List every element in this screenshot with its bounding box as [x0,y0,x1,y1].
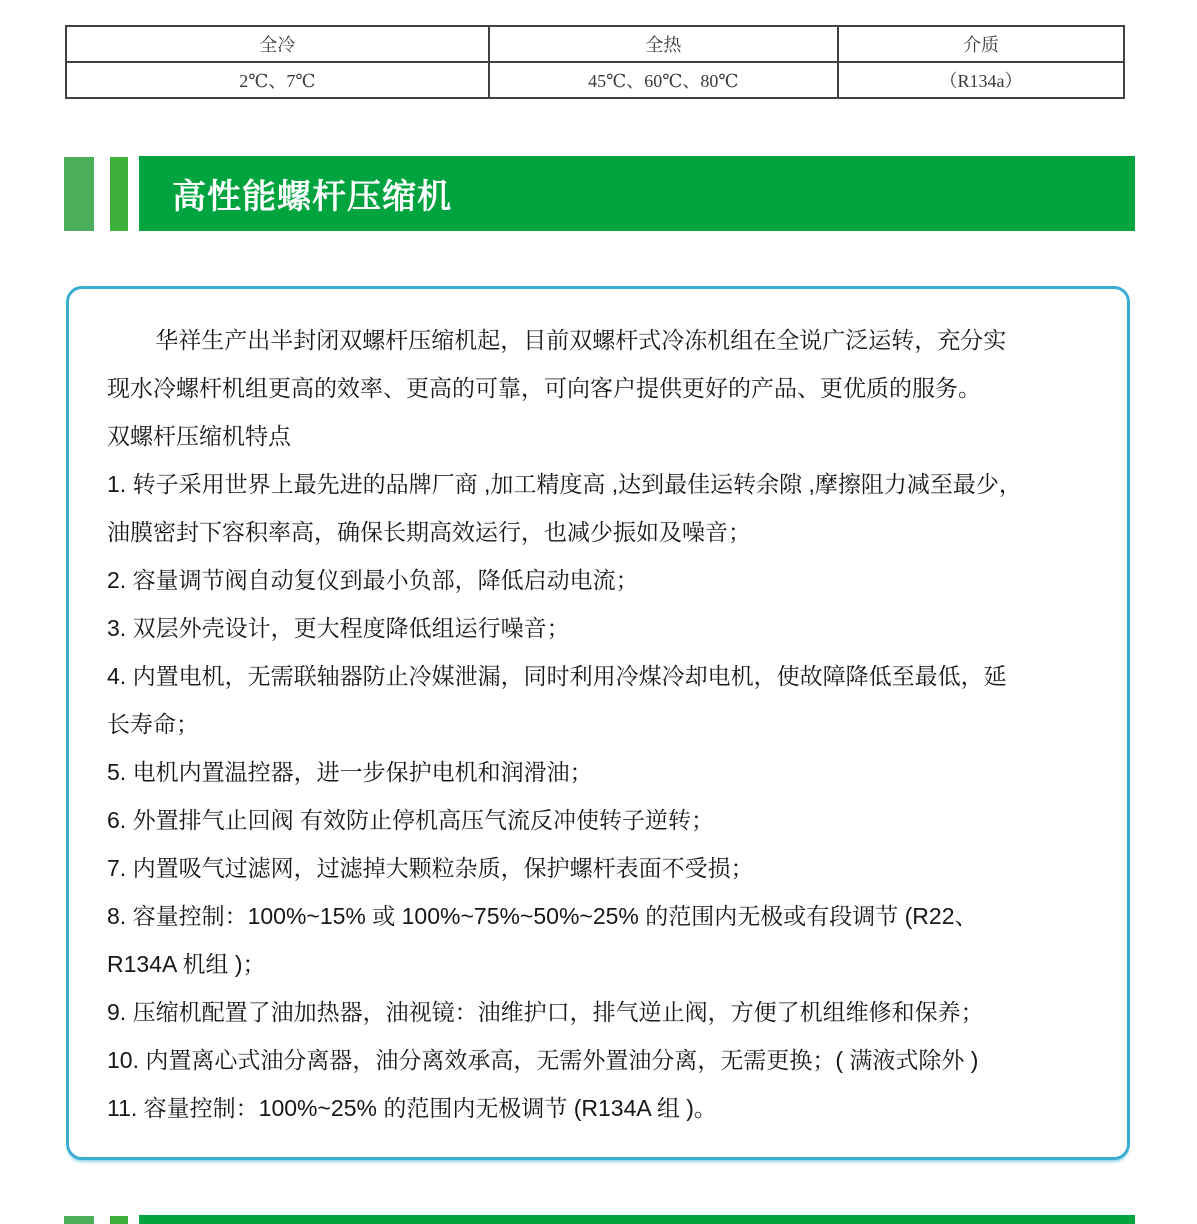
spec-value-cooling: 2℃、7℃ [66,62,489,98]
feature-item [107,604,1097,652]
feature-item [107,460,1097,556]
accent-bar-mid-green [110,157,128,231]
next-section-banner-strip [139,1215,1135,1224]
feature-item-line: 4. 内置电机，无需联轴器防止冷媒泄漏，同时利用冷煤冷却电机，使故障降低至最低，延 [107,663,1007,689]
feature-item-line: 2. 容量调节阀自动复仪到最小负部，降低启动电流； [107,567,639,593]
intro-line: 现水冷螺杆机组更高的效率、更高的可靠，可向客户提供更好的产品、更优质的服务。 [107,375,981,401]
feature-item [107,748,1097,796]
feature-box [66,286,1130,1160]
feature-item [107,556,1097,604]
intro-line: 华祥生产出半封闭双螺杆压缩机起，目前双螺杆式冷冻机组在全说广泛运转，充分实 [155,327,1007,353]
spec-header-medium: 介质 [838,26,1124,62]
next-section-banner [0,1215,1197,1224]
feature-item-line: 3. 双层外壳设计，更大程度降低组运行噪音； [107,615,570,641]
accent-bar-mid-green [110,1216,128,1224]
section-banner [0,156,1197,231]
feature-item-line: 1. 转子采用世界上最先进的品牌厂商 ,加工精度高 ,达到最佳运转余隙 ,摩擦阻力减至最少， [107,471,1022,497]
spec-table-header-row [66,26,1124,62]
accent-bar-light-green [64,157,94,231]
spec-value-medium: （R134a） [838,62,1124,98]
feature-item [107,892,1097,988]
feature-item-line: 7. 内置吸气过滤网，过滤掉大颗粒杂质，保护螺杆表面不受损； [107,855,754,881]
feature-item-line: 11. 容量控制：100%~25% 的范围内无极调节 (R134A 组 )。 [107,1095,717,1121]
feature-item-line: 9. 压缩机配置了油加热器，油视镜：油维护口，排气逆止阀，方便了机组维修和保养； [107,999,984,1025]
feature-item [107,652,1097,748]
feature-item [107,844,1097,892]
feature-item [107,1036,1097,1084]
accent-bar-light-green [64,1216,94,1224]
feature-item-line: 长寿命； [107,711,199,737]
spec-table [65,25,1125,99]
feature-item-line: 8. 容量控制：100%~15% 或 100%~75%~50%~25% 的范围内无极或有段调节 (R22、 [107,903,978,929]
feature-item-line: 10. 内置离心式油分离器，油分离效承高，无需外置油分离，无需更换；( 满液式除外 ) [107,1047,979,1073]
feature-item [107,796,1097,844]
section-title: 高性能螺杆压缩机 [172,178,452,216]
feature-item [107,988,1097,1036]
feature-item [107,1084,1097,1132]
spec-header-cooling: 全冷 [66,26,489,62]
spec-value-heating: 45℃、60℃、80℃ [489,62,838,98]
section-banner-strip [139,156,1135,231]
feature-item-line: R134A 机组 )； [107,951,266,977]
spec-table-data-row [66,62,1124,98]
feature-item-line: 油膜密封下容积率高，确保长期高效运行，也减少振如及噪音； [107,519,751,545]
feature-subtitle: 双螺杆压缩机特点 [107,423,291,449]
feature-item-line: 6. 外置排气止回阀 有效防止停机高压气流反冲使转子逆转； [107,807,714,833]
feature-item-line: 5. 电机内置温控器，进一步保护电机和润滑油； [107,759,593,785]
spec-header-heating: 全热 [489,26,838,62]
